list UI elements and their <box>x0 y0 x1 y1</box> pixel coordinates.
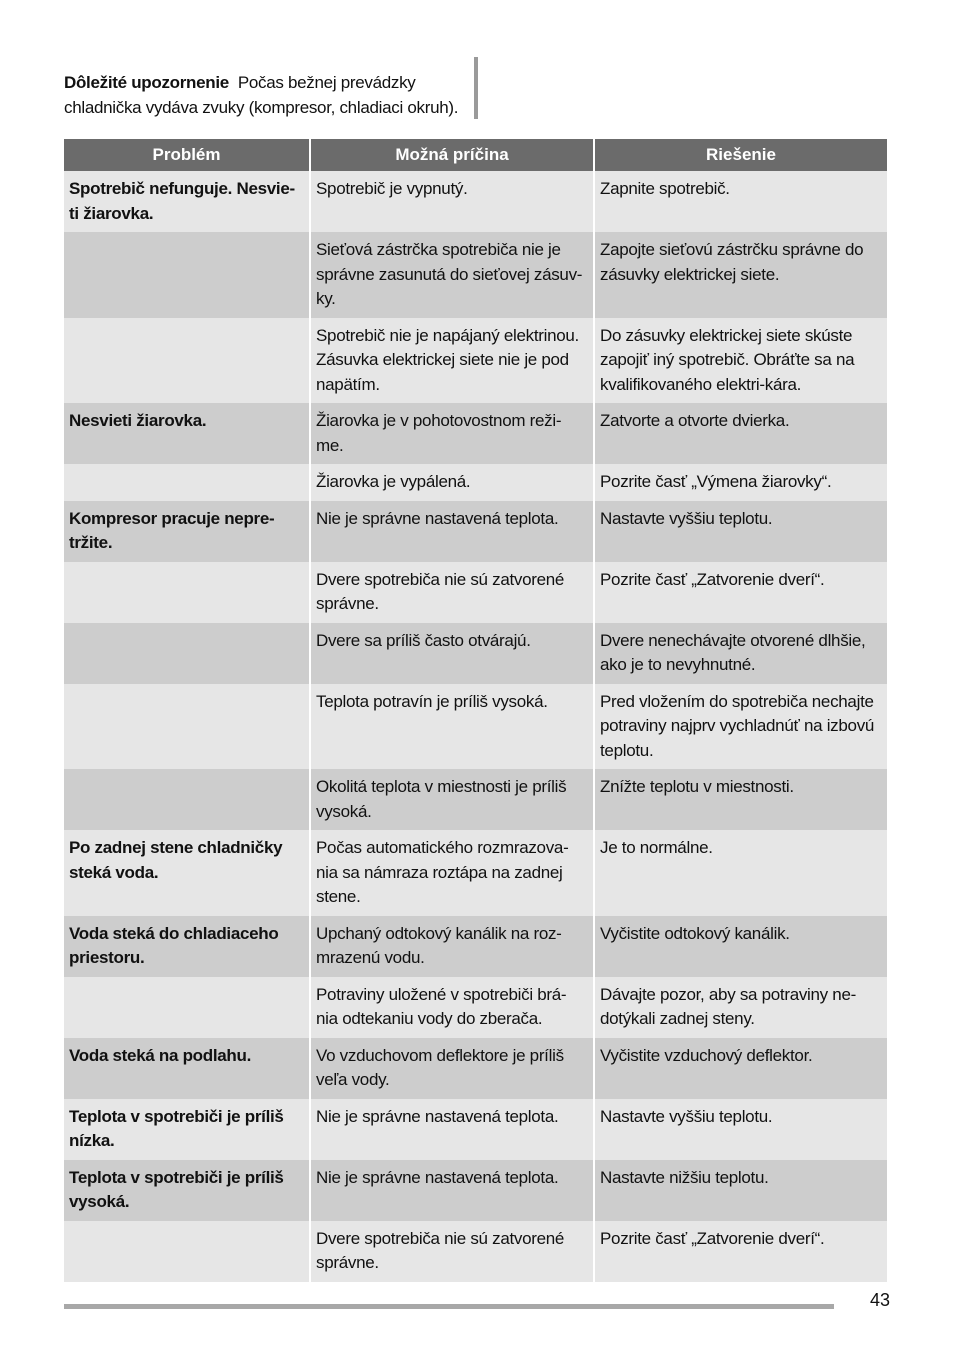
cell-cause: Dvere sa príliš často otvárajú. <box>310 623 594 684</box>
table-row <box>64 916 887 977</box>
cell-solution: Pozrite časť „Výmena žiarovky“. <box>594 464 887 501</box>
cell-solution: Znížte teplotu v miestnosti. <box>594 769 887 830</box>
table-row <box>64 1099 887 1160</box>
cell-problem <box>64 684 310 770</box>
cell-solution: Pred vložením do spotrebiča nechajte potraviny najprv vychladnúť na izbovú teplotu. <box>594 684 887 770</box>
table-row <box>64 232 887 318</box>
cell-solution: Zatvorte a otvorte dvierka. <box>594 403 887 464</box>
cell-cause: Upchaný odtokový kanálik na roz-mrazenú vodu. <box>310 916 594 977</box>
cell-problem: Voda steká na podlahu. <box>64 1038 310 1099</box>
cell-cause: Okolitá teplota v miestnosti je príliš vysoká. <box>310 769 594 830</box>
cell-solution: Dvere nenechávajte otvorené dlhšie, ako je to nevyhnutné. <box>594 623 887 684</box>
cell-solution: Pozrite časť „Zatvorenie dverí“. <box>594 562 887 623</box>
table-row <box>64 830 887 916</box>
table-row <box>64 403 887 464</box>
table-row <box>64 318 887 404</box>
cell-cause: Nie je správne nastavená teplota. <box>310 1160 594 1221</box>
cell-cause: Počas automatického rozmrazova-nia sa námraza roztápa na zadnej stene. <box>310 830 594 916</box>
cell-solution: Vyčistite odtokový kanálik. <box>594 916 887 977</box>
troubleshooting-table <box>64 139 887 1282</box>
header-cause: Možná príčina <box>310 139 594 171</box>
cell-cause: Nie je správne nastavená teplota. <box>310 501 594 562</box>
table-row <box>64 769 887 830</box>
cell-cause: Sieťová zástrčka spotrebiča nie je správne zasunutá do sieťovej zásuv-ky. <box>310 232 594 318</box>
cell-cause: Teplota potravín je príliš vysoká. <box>310 684 594 770</box>
cell-problem <box>64 977 310 1038</box>
cell-problem <box>64 562 310 623</box>
cell-problem: Teplota v spotrebiči je príliš nízka. <box>64 1099 310 1160</box>
cell-problem: Nesvieti žiarovka. <box>64 403 310 464</box>
cell-solution: Do zásuvky elektrickej siete skúste zapojiť iný spotrebič. Obráťte sa na kvalifikovaného elektri-kára. <box>594 318 887 404</box>
cell-problem: Kompresor pracuje nepre-tržite. <box>64 501 310 562</box>
cell-problem <box>64 464 310 501</box>
notice-side-bar <box>474 57 478 119</box>
page-number: 43 <box>870 1290 891 1310</box>
table-header-row <box>64 139 887 171</box>
cell-problem: Po zadnej stene chladničky steká voda. <box>64 830 310 916</box>
cell-cause: Žiarovka je v pohotovostnom reži-me. <box>310 403 594 464</box>
table-row <box>64 1038 887 1099</box>
important-notice <box>64 70 472 120</box>
table-row <box>64 562 887 623</box>
cell-solution: Nastavte vyššiu teplotu. <box>594 501 887 562</box>
cell-cause: Žiarovka je vypálená. <box>310 464 594 501</box>
table-row <box>64 977 887 1038</box>
cell-solution: Pozrite časť „Zatvorenie dverí“. <box>594 1221 887 1282</box>
cell-solution: Zapnite spotrebič. <box>594 171 887 232</box>
cell-cause: Spotrebič nie je napájaný elektrinou. Zásuvka elektrickej siete nie je pod napätím. <box>310 318 594 404</box>
table-row <box>64 623 887 684</box>
header-problem: Problém <box>64 139 310 171</box>
cell-solution: Je to normálne. <box>594 830 887 916</box>
table-row <box>64 464 887 501</box>
table-row <box>64 501 887 562</box>
cell-problem: Voda steká do chladiaceho priestoru. <box>64 916 310 977</box>
cell-problem <box>64 623 310 684</box>
table-row <box>64 171 887 232</box>
cell-problem: Teplota v spotrebiči je príliš vysoká. <box>64 1160 310 1221</box>
cell-solution: Nastavte nižšiu teplotu. <box>594 1160 887 1221</box>
table-row <box>64 1221 887 1282</box>
cell-solution: Nastavte vyššiu teplotu. <box>594 1099 887 1160</box>
cell-problem <box>64 1221 310 1282</box>
cell-solution: Dávajte pozor, aby sa potraviny ne-dotýkali zadnej steny. <box>594 977 887 1038</box>
notice-text: Počas bežnej prevádzky chladnička vydáva zvuky (kompresor, chladiaci okruh). <box>64 73 459 117</box>
table-body <box>64 171 887 1282</box>
cell-cause: Dvere spotrebiča nie sú zatvorené správne. <box>310 562 594 623</box>
footer-rule <box>64 1304 834 1309</box>
cell-problem <box>64 318 310 404</box>
cell-cause: Dvere spotrebiča nie sú zatvorené správne. <box>310 1221 594 1282</box>
header-solution: Riešenie <box>594 139 887 171</box>
cell-cause: Nie je správne nastavená teplota. <box>310 1099 594 1160</box>
notice-label: Dôležité upozornenie <box>64 73 229 92</box>
table-row <box>64 1160 887 1221</box>
table-row <box>64 684 887 770</box>
cell-cause: Vo vzduchovom deflektore je príliš veľa vody. <box>310 1038 594 1099</box>
cell-problem <box>64 232 310 318</box>
cell-solution: Vyčistite vzduchový deflektor. <box>594 1038 887 1099</box>
cell-cause: Potraviny uložené v spotrebiči brá-nia odtekaniu vody do zberača. <box>310 977 594 1038</box>
cell-problem <box>64 769 310 830</box>
cell-cause: Spotrebič je vypnutý. <box>310 171 594 232</box>
cell-problem: Spotrebič nefunguje. Nesvie-ti žiarovka. <box>64 171 310 232</box>
cell-solution: Zapojte sieťovú zástrčku správne do zásuvky elektrickej siete. <box>594 232 887 318</box>
